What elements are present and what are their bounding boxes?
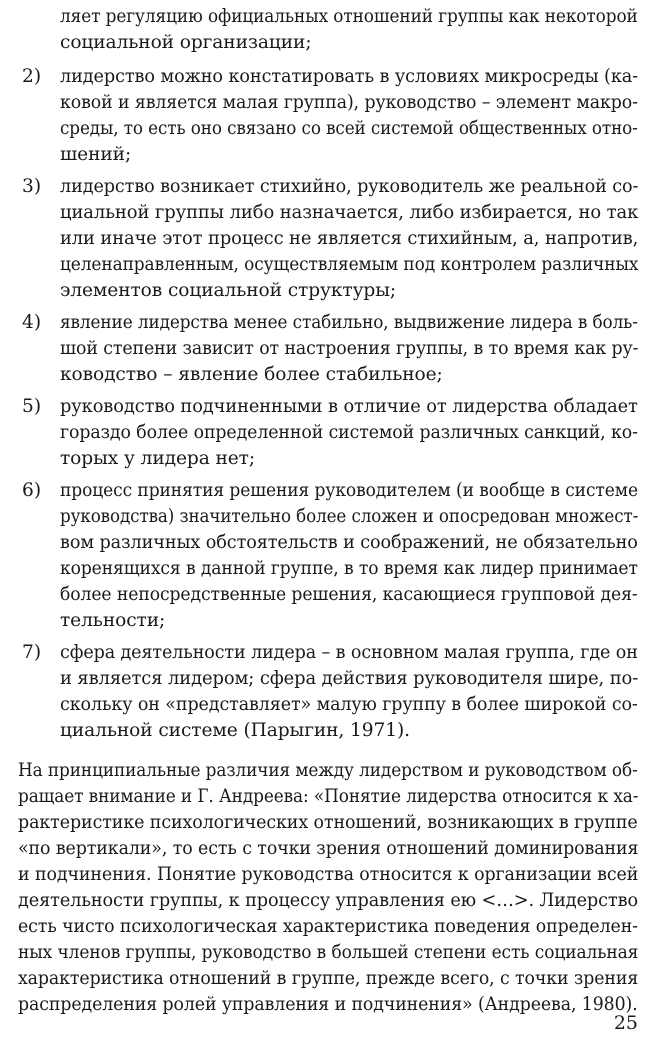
- paragraph-line: распределения ролей управления и подчинения» (Андреева, 1980).: [18, 994, 638, 1015]
- list-item-line: лидерство можно констатировать в условиях микросреды (ка-: [60, 66, 639, 87]
- paragraph-line: «по вертикали», то есть с точки зрения отношений доминирования: [18, 838, 639, 859]
- list-item-line: и является лидером; сфера действия руководителя шире, по-: [60, 668, 639, 689]
- list-item-line: или иначе этот процесс не является стихийным, а, напротив,: [60, 228, 639, 249]
- list-item-line: скольку он «представляет» малую группу в более широкой со-: [60, 694, 638, 715]
- page-number: 25: [613, 1012, 638, 1034]
- paragraph-line: и подчинения. Понятие руководства относится к организации всей: [18, 864, 639, 885]
- list-item-number: 5): [22, 396, 42, 417]
- list-item-line: циальной группы либо назначается, либо избирается, но так: [60, 202, 639, 223]
- list-item-line: более непосредственные решения, касающиеся групповой дея-: [60, 584, 638, 605]
- list-item-line: руководства) значительно более сложен и опосредован множест-: [60, 506, 639, 527]
- paragraph-line: деятельности группы, к процессу управления ею <…>. Лидерство: [18, 890, 638, 911]
- list-item-line: целенаправленным, осуществляемым под контролем различных: [60, 254, 639, 275]
- list-item-line: тельности;: [60, 610, 166, 631]
- list-item-line: ковой и является малая группа), руководство – элемент макро-: [60, 92, 638, 113]
- list-item-line: процесс принятия решения руководителем (и вообще в системе: [60, 480, 638, 501]
- list-item-line: торых у лидера нет;: [60, 448, 256, 469]
- continuation-line-1: ляет регуляцию официальных отношений группы как некоторой: [60, 6, 638, 27]
- list-item-line: ководство – явление более стабильное;: [60, 364, 443, 385]
- list-item-line: коренящихся в данной группе, в то время как лидер принимает: [60, 558, 638, 579]
- list-item-line: явление лидерства менее стабильно, выдвижение лидера в боль-: [60, 312, 638, 333]
- list-item-line: лидерство возникает стихийно, руководитель же реальной со-: [60, 176, 639, 197]
- list-item-line: шений;: [60, 144, 132, 165]
- list-item-line: вом различных обстоятельств и соображений, не обязательно: [60, 532, 638, 553]
- paragraph-line: ращает внимание и Г. Андреева: «Понятие лидерства относится к ха-: [18, 786, 639, 807]
- continuation-line-2: социальной организации;: [60, 32, 312, 53]
- list-item-number: 7): [22, 642, 42, 663]
- list-item-line: элементов социальной структуры;: [60, 280, 397, 301]
- list-item-line: сфера деятельности лидера – в основном малая группа, где он: [60, 642, 638, 663]
- paragraph-line: характеристика отношений в группе, прежде всего, с точки зрения: [18, 968, 639, 989]
- list-item-number: 2): [22, 66, 42, 87]
- list-item-number: 6): [22, 480, 42, 501]
- paragraph-line: есть чисто психологическая характеристика поведения определен-: [18, 916, 638, 937]
- list-item-line: шой степени зависит от настроения группы, в то время как ру-: [60, 338, 639, 359]
- list-item-line: гораздо более определенной системой различных санкций, ко-: [60, 422, 638, 443]
- paragraph-line: рактеристике психологических отношений, возникающих в группе: [18, 812, 638, 833]
- list-item-number: 3): [22, 176, 42, 197]
- paragraph-line: ных членов группы, руководство в большей степени есть социальная: [18, 942, 639, 963]
- list-item-line: среды, то есть оно связано со всей системой общественных отно-: [60, 118, 638, 139]
- list-item-number: 4): [22, 312, 42, 333]
- paragraph-line: На принципиальные различия между лидерством и руководством об-: [18, 760, 638, 781]
- list-item-line: руководство подчиненными в отличие от лидерства обладает: [60, 396, 638, 417]
- list-item-line: циальной системе (Парыгин, 1971).: [60, 720, 410, 741]
